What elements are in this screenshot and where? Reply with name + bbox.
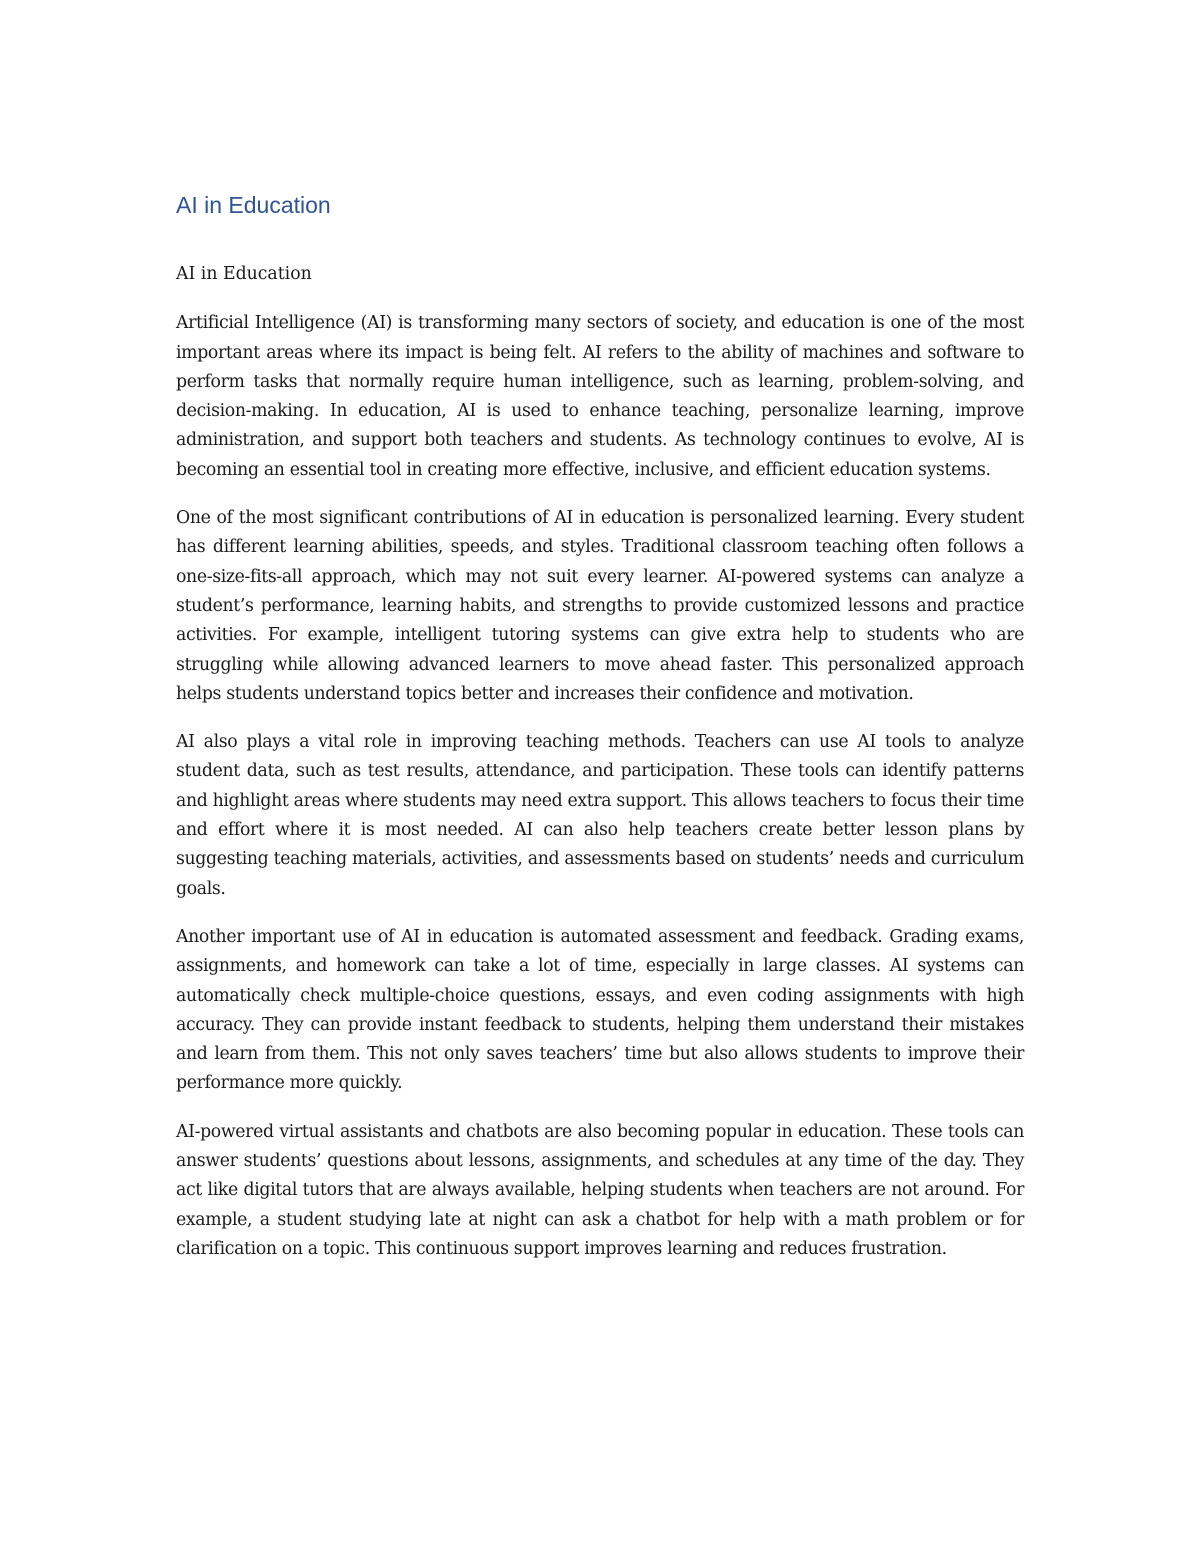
paragraph-virtual-assistants: AI-powered virtual assistants and chatbots are also becoming popular in education. These tools can answer students’ questions about lessons, assignments, and schedules at any time of the day. They act like digital tutors that are always available, helping students when teachers are not around. For example, a student studying late at night can ask a chatbot for help with a math problem or for clarification on a topic. This continuous support improves learning and reduces frustration. — [176, 1121, 1024, 1259]
paragraph-introduction: Artificial Intelligence (AI) is transforming many sectors of society, and education is one of the most important areas where its impact is being felt. AI refers to the ability of machines and software to perform tasks that normally require human intelligence, such as learning, problem-solving, and decision-making. In education, AI is used to enhance teaching, personalize learning, improve administration, and support both teachers and students. As technology continues to evolve, AI is becoming an essential tool in creating more effective, inclusive, and efficient education systems. — [176, 313, 1024, 480]
paragraph-teaching-methods: AI also plays a vital role in improving teaching methods. Teachers can use AI tools to analyze student data, such as test results, attendance, and participation. These tools can identify patterns and highlight areas where students may need extra support. This allows teachers to focus their time and effort where it is most needed. AI can also help teachers create better lesson plans by suggesting teaching materials, activities, and assessments based on students’ needs and curriculum goals. — [176, 732, 1024, 899]
document-title: AI in Education — [176, 192, 331, 218]
document-body — [176, 188, 1024, 1283]
paragraph-personalized-learning: One of the most significant contributions of AI in education is personalized learning. Every student has different learning abilities, speeds, and styles. Traditional classroom teaching often follows a one-size-fits-all approach, which may not suit every learner. AI-powered systems can analyze a student’s performance, learning habits, and strengths to provide customized lessons and practice activities. For example, intelligent tutoring systems can give extra help to students who are struggling while allowing advanced learners to move ahead faster. This personalized approach helps students understand topics better and increases their confidence and motivation. — [176, 508, 1024, 704]
document-subtitle: AI in Education — [176, 264, 312, 284]
paragraph-automated-assessment: Another important use of AI in education is automated assessment and feedback. Grading exams, assignments, and homework can take a lot of time, especially in large classes. AI systems can automatically check multiple-choice questions, essays, and even coding assignments with high accuracy. They can provide instant feedback to students, helping them understand their mistakes and learn from them. This not only saves teachers’ time but also allows students to improve their performance more quickly. — [176, 926, 1024, 1094]
